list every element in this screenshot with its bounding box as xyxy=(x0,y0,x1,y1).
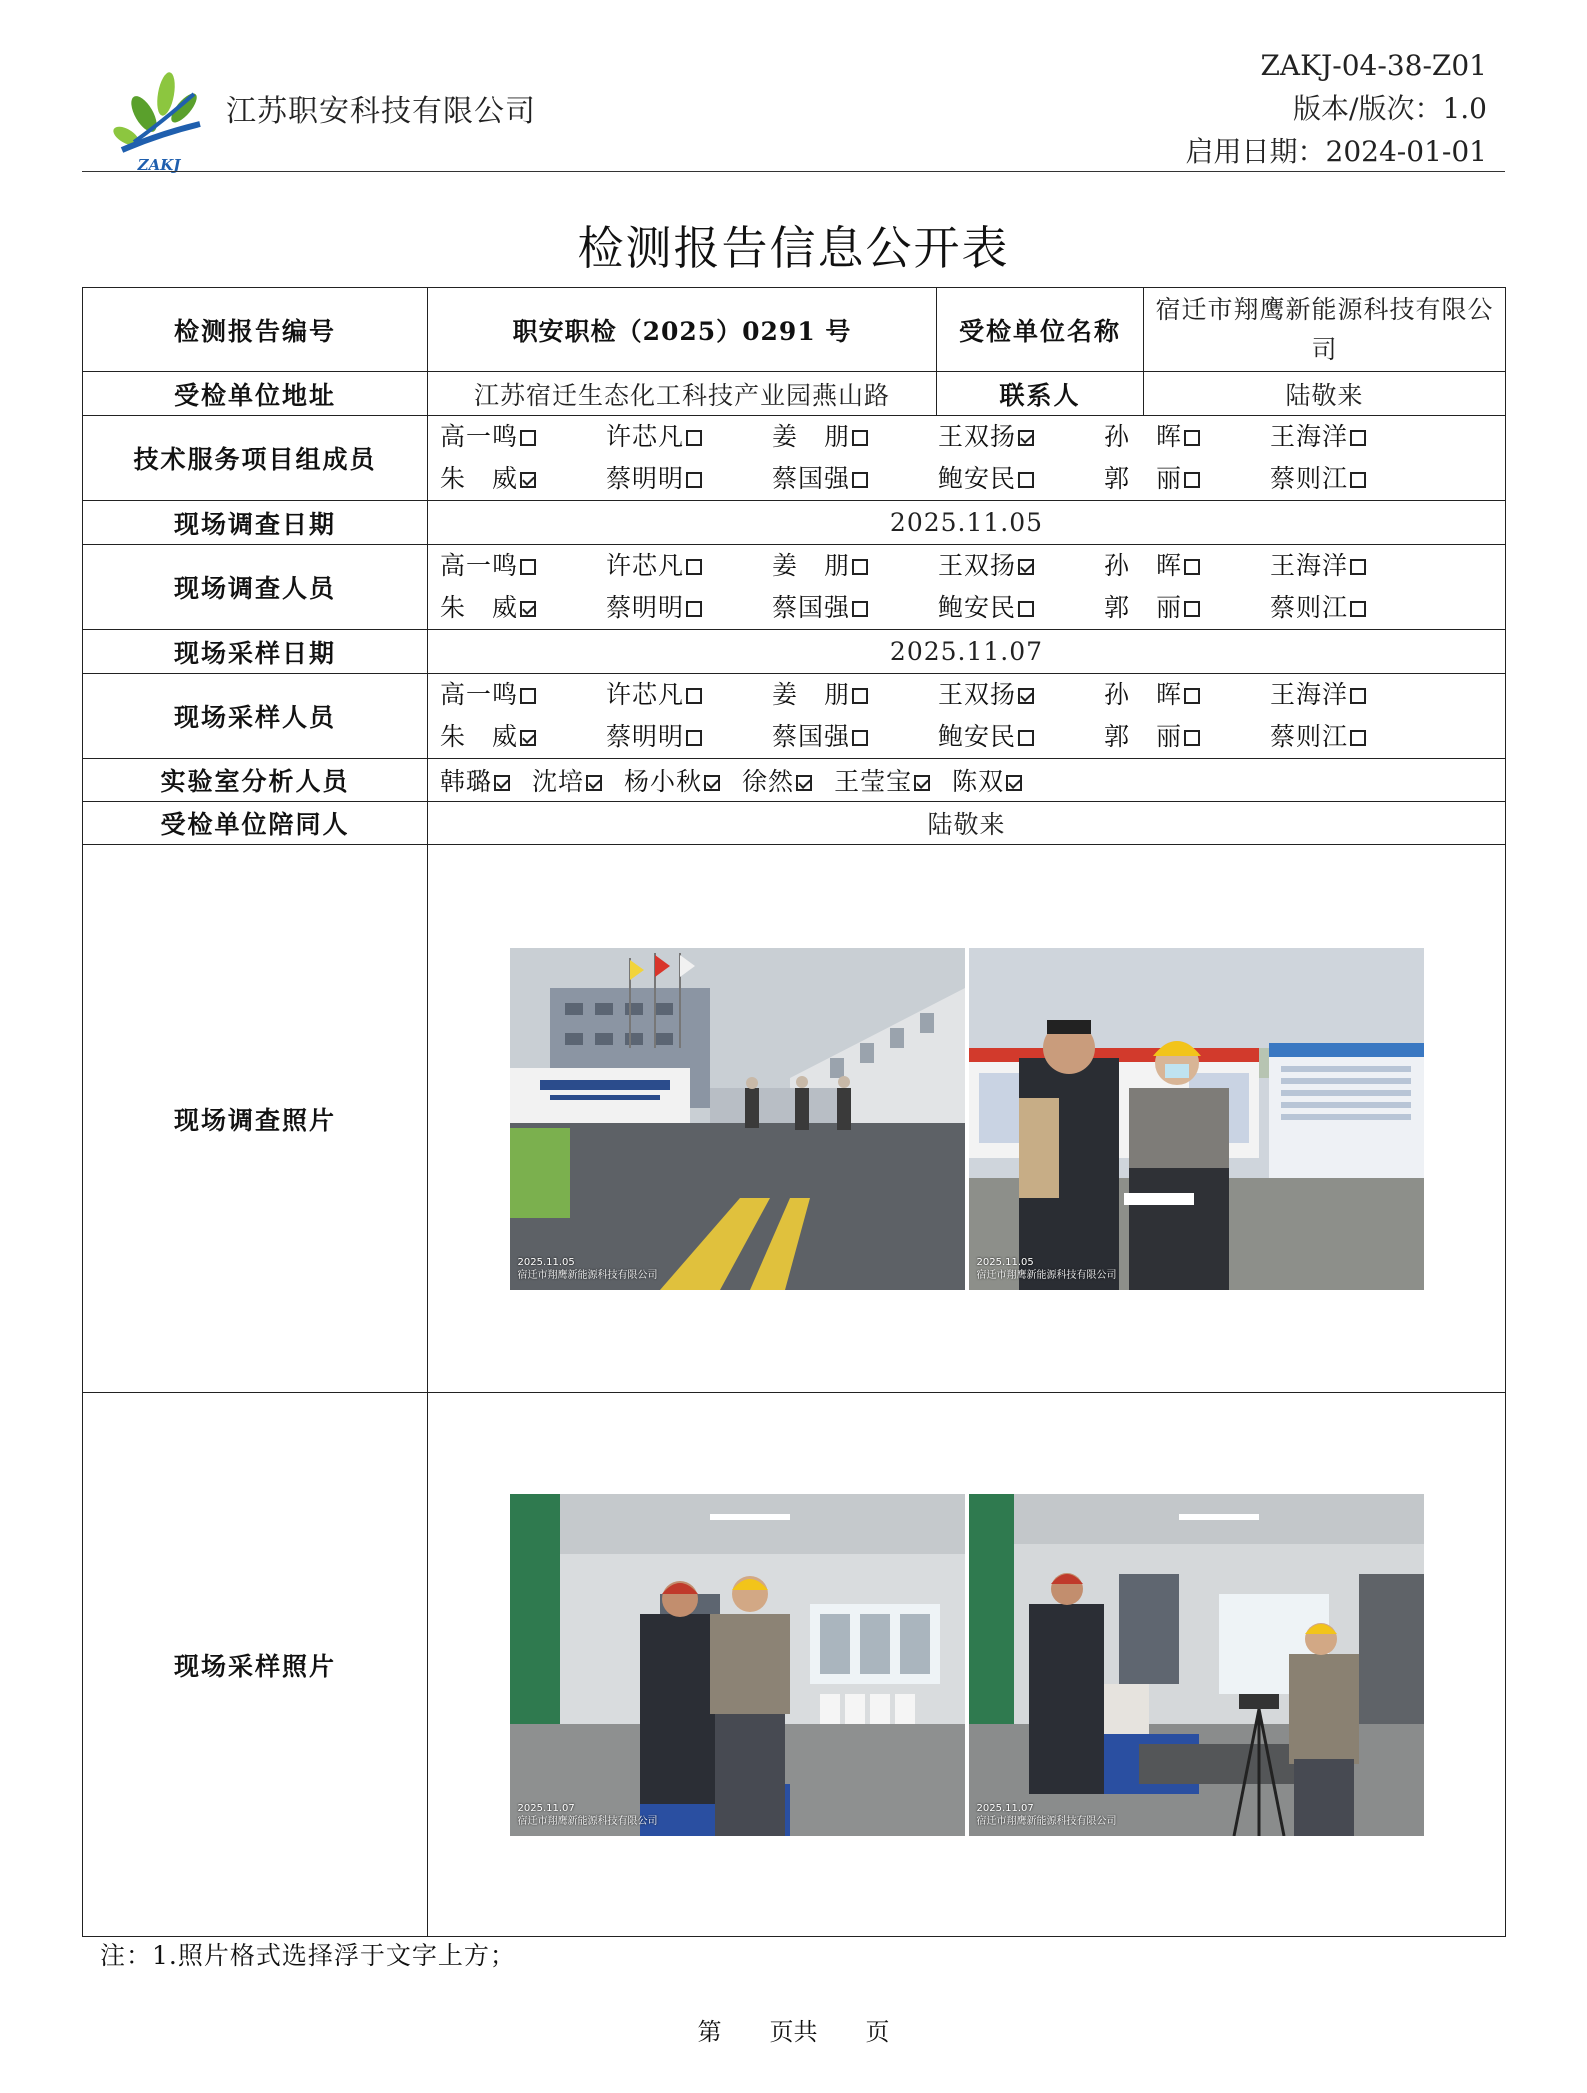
staff-entry xyxy=(772,545,938,587)
staff-name: 许芯凡 xyxy=(606,422,685,451)
team-grid xyxy=(428,416,1505,500)
unchecked-checkbox[interactable] xyxy=(1350,472,1366,488)
unchecked-checkbox[interactable] xyxy=(1184,472,1200,488)
staff-name: 姜 朋 xyxy=(772,551,851,580)
staff-name: 杨小秋 xyxy=(624,767,703,796)
unchecked-checkbox[interactable] xyxy=(852,472,868,488)
row-survey-date xyxy=(83,501,1506,545)
staff-name: 王双扬 xyxy=(938,551,1017,580)
staff-name: 王海洋 xyxy=(1270,680,1349,709)
unchecked-checkbox[interactable] xyxy=(1018,472,1034,488)
checked-checkbox[interactable] xyxy=(704,775,720,791)
row-sampling-photos xyxy=(83,1393,1506,1937)
unchecked-checkbox[interactable] xyxy=(1184,601,1200,617)
header-divider xyxy=(82,171,1505,172)
staff-name: 蔡明明 xyxy=(606,464,685,493)
staff-entry xyxy=(1270,545,1436,587)
staff-entry xyxy=(938,545,1104,587)
staff-name: 高一鸣 xyxy=(440,422,519,451)
staff-entry xyxy=(606,458,772,500)
staff-name: 郭 丽 xyxy=(1104,593,1183,622)
row-lab-staff xyxy=(83,759,1506,802)
staff-entry xyxy=(772,416,938,458)
value-survey-date: 2025.11.05 xyxy=(428,501,1506,545)
staff-name: 王海洋 xyxy=(1270,551,1349,580)
company-logo xyxy=(104,64,214,174)
lab-staff-list xyxy=(428,762,1505,798)
row-team xyxy=(83,416,1506,501)
staff-entry xyxy=(772,716,938,758)
staff-name: 蔡国强 xyxy=(772,464,851,493)
unchecked-checkbox[interactable] xyxy=(1184,559,1200,575)
unchecked-checkbox[interactable] xyxy=(1184,430,1200,446)
unchecked-checkbox[interactable] xyxy=(520,559,536,575)
label-sampling-staff: 现场采样人员 xyxy=(83,674,428,759)
label-unit-name: 受检单位名称 xyxy=(937,288,1144,372)
staff-entry xyxy=(606,587,772,629)
staff-name: 王双扬 xyxy=(938,680,1017,709)
staff-name: 孙 晖 xyxy=(1104,551,1183,580)
value-sampling-date: 2025.11.07 xyxy=(428,630,1506,674)
staff-entry xyxy=(1104,416,1270,458)
staff-name: 蔡明明 xyxy=(606,722,685,751)
staff-entry xyxy=(1270,716,1436,758)
sampling-photo-workshop-1 xyxy=(510,1494,965,1836)
staff-name: 鲍安民 xyxy=(938,464,1017,493)
doc-meta xyxy=(1186,44,1487,173)
staff-entry xyxy=(440,458,606,500)
label-survey-photos: 现场调查照片 xyxy=(83,845,428,1393)
unchecked-checkbox[interactable] xyxy=(1018,601,1034,617)
staff-entry xyxy=(1270,416,1436,458)
staff-entry xyxy=(1270,587,1436,629)
staff-entry xyxy=(1104,587,1270,629)
survey-staff xyxy=(428,545,1506,630)
label-team: 技术服务项目组成员 xyxy=(83,416,428,501)
staff-name: 徐然 xyxy=(742,767,795,796)
doc-effective-date: 启用日期：2024-01-01 xyxy=(1185,135,1487,168)
unchecked-checkbox[interactable] xyxy=(852,601,868,617)
staff-name: 高一鸣 xyxy=(440,680,519,709)
staff-entry xyxy=(1104,674,1270,716)
staff-entry xyxy=(772,674,938,716)
label-contact: 联系人 xyxy=(937,372,1144,416)
doc-code: ZAKJ-04-38-Z01 xyxy=(1260,49,1487,82)
row-sampling-date xyxy=(83,630,1506,674)
staff-name: 陈双 xyxy=(952,767,1005,796)
lab-staff-entry xyxy=(742,767,812,796)
staff-entry xyxy=(440,416,606,458)
staff-name: 孙 晖 xyxy=(1104,422,1183,451)
label-survey-date: 现场调查日期 xyxy=(83,501,428,545)
unchecked-checkbox[interactable] xyxy=(852,730,868,746)
footnote: 注：1.照片格式选择浮于文字上方； xyxy=(100,1941,516,1970)
staff-entry xyxy=(1270,674,1436,716)
staff-entry xyxy=(606,674,772,716)
survey-staff-grid xyxy=(428,545,1505,629)
staff-name: 郭 丽 xyxy=(1104,464,1183,493)
staff-name: 高一鸣 xyxy=(440,551,519,580)
row-survey-photos xyxy=(83,845,1506,1393)
staff-entry xyxy=(938,716,1104,758)
unchecked-checkbox[interactable] xyxy=(1350,430,1366,446)
staff-entry xyxy=(938,674,1104,716)
value-report-no: 职安职检（2025）0291 号 xyxy=(428,288,937,372)
staff-entry xyxy=(606,716,772,758)
label-report-no: 检测报告编号 xyxy=(83,288,428,372)
staff-entry xyxy=(772,458,938,500)
staff-entry xyxy=(1104,716,1270,758)
label-escort: 受检单位陪同人 xyxy=(83,802,428,845)
checked-checkbox[interactable] xyxy=(914,775,930,791)
staff-entry xyxy=(440,674,606,716)
checked-checkbox[interactable] xyxy=(796,775,812,791)
staff-name: 蔡国强 xyxy=(772,722,851,751)
label-lab-staff: 实验室分析人员 xyxy=(83,759,428,802)
staff-name: 鲍安民 xyxy=(938,593,1017,622)
photo-stamp: 2025.11.05 宿迁市翔鹰新能源科技有限公司 xyxy=(976,1256,1117,1281)
label-sampling-photos: 现场采样照片 xyxy=(83,1393,428,1937)
row-report-no xyxy=(83,288,1506,372)
staff-entry xyxy=(938,416,1104,458)
staff-name: 郭 丽 xyxy=(1104,722,1183,751)
row-escort xyxy=(83,802,1506,845)
unchecked-checkbox[interactable] xyxy=(686,730,702,746)
unchecked-checkbox[interactable] xyxy=(1350,601,1366,617)
value-escort: 陆敬来 xyxy=(428,802,1506,845)
checked-checkbox[interactable] xyxy=(520,601,536,617)
info-table xyxy=(82,287,1506,1937)
unchecked-checkbox[interactable] xyxy=(686,430,702,446)
staff-name: 许芯凡 xyxy=(606,680,685,709)
doc-version: 版本/版次：1.0 xyxy=(1293,92,1487,125)
staff-name: 蔡国强 xyxy=(772,593,851,622)
unchecked-checkbox[interactable] xyxy=(1350,559,1366,575)
value-address: 江苏宿迁生态化工科技产业园燕山路 xyxy=(428,372,937,416)
staff-name: 蔡则江 xyxy=(1270,464,1349,493)
row-survey-staff xyxy=(83,545,1506,630)
unchecked-checkbox[interactable] xyxy=(1184,730,1200,746)
checked-checkbox[interactable] xyxy=(1018,559,1034,575)
lab-staff-entry xyxy=(834,767,930,796)
staff-name: 蔡明明 xyxy=(606,593,685,622)
staff-name: 王双扬 xyxy=(938,422,1017,451)
unchecked-checkbox[interactable] xyxy=(1184,688,1200,704)
unchecked-checkbox[interactable] xyxy=(686,601,702,617)
lab-staff-entry xyxy=(952,767,1022,796)
value-unit-name: 宿迁市翔鹰新能源科技有限公司 xyxy=(1144,288,1506,372)
lab-staff-entry xyxy=(624,767,720,796)
staff-name: 朱 威 xyxy=(440,593,519,622)
sampling-staff-grid xyxy=(428,674,1505,758)
staff-name: 孙 晖 xyxy=(1104,680,1183,709)
checked-checkbox[interactable] xyxy=(1018,430,1034,446)
unchecked-checkbox[interactable] xyxy=(1018,730,1034,746)
unchecked-checkbox[interactable] xyxy=(1350,730,1366,746)
staff-name: 韩璐 xyxy=(440,767,493,796)
sampling-photo-workshop-2 xyxy=(969,1494,1424,1836)
lab-staff-entry xyxy=(532,767,602,796)
company-name: 江苏职安科技有限公司 xyxy=(226,94,536,129)
lab-staff xyxy=(428,759,1506,802)
checked-checkbox[interactable] xyxy=(1018,688,1034,704)
staff-name: 许芯凡 xyxy=(606,551,685,580)
staff-name: 鲍安民 xyxy=(938,722,1017,751)
row-address xyxy=(83,372,1506,416)
page-number: 第 页共 页 xyxy=(697,2018,890,2046)
staff-entry xyxy=(606,545,772,587)
logo-text: ZAKJ xyxy=(137,156,181,174)
sampling-staff xyxy=(428,674,1506,759)
lab-staff-entry xyxy=(440,767,510,796)
staff-name: 朱 威 xyxy=(440,464,519,493)
page-title: 检测报告信息公开表 xyxy=(577,221,1010,275)
team-members xyxy=(428,416,1506,501)
sampling-photos xyxy=(428,1393,1506,1937)
photo-stamp: 2025.11.07 宿迁市翔鹰新能源科技有限公司 xyxy=(976,1802,1117,1827)
staff-name: 蔡则江 xyxy=(1270,722,1349,751)
label-address: 受检单位地址 xyxy=(83,372,428,416)
checked-checkbox[interactable] xyxy=(1006,775,1022,791)
staff-entry xyxy=(938,458,1104,500)
checked-checkbox[interactable] xyxy=(494,775,510,791)
survey-photo-interview xyxy=(969,948,1424,1290)
staff-name: 沈培 xyxy=(532,767,585,796)
unchecked-checkbox[interactable] xyxy=(1350,688,1366,704)
staff-entry xyxy=(440,587,606,629)
survey-photo-gate xyxy=(510,948,965,1290)
unchecked-checkbox[interactable] xyxy=(852,559,868,575)
unchecked-checkbox[interactable] xyxy=(686,688,702,704)
survey-photos xyxy=(428,845,1506,1393)
photo-stamp: 2025.11.07 宿迁市翔鹰新能源科技有限公司 xyxy=(517,1802,658,1827)
staff-name: 王海洋 xyxy=(1270,422,1349,451)
checked-checkbox[interactable] xyxy=(520,472,536,488)
staff-entry xyxy=(938,587,1104,629)
unchecked-checkbox[interactable] xyxy=(852,688,868,704)
staff-entry xyxy=(1104,458,1270,500)
photo-stamp: 2025.11.05 宿迁市翔鹰新能源科技有限公司 xyxy=(517,1256,658,1281)
staff-name: 姜 朋 xyxy=(772,680,851,709)
checked-checkbox[interactable] xyxy=(586,775,602,791)
staff-entry xyxy=(440,545,606,587)
checked-checkbox[interactable] xyxy=(520,730,536,746)
staff-name: 王莹宝 xyxy=(834,767,913,796)
staff-entry xyxy=(440,716,606,758)
staff-entry xyxy=(1270,458,1436,500)
staff-entry xyxy=(1104,545,1270,587)
unchecked-checkbox[interactable] xyxy=(686,472,702,488)
unchecked-checkbox[interactable] xyxy=(686,559,702,575)
unchecked-checkbox[interactable] xyxy=(520,688,536,704)
staff-name: 姜 朋 xyxy=(772,422,851,451)
unchecked-checkbox[interactable] xyxy=(852,430,868,446)
unchecked-checkbox[interactable] xyxy=(520,430,536,446)
staff-entry xyxy=(606,416,772,458)
value-contact: 陆敬来 xyxy=(1144,372,1506,416)
staff-entry xyxy=(772,587,938,629)
row-sampling-staff xyxy=(83,674,1506,759)
staff-name: 朱 威 xyxy=(440,722,519,751)
staff-name: 蔡则江 xyxy=(1270,593,1349,622)
label-sampling-date: 现场采样日期 xyxy=(83,630,428,674)
label-survey-staff: 现场调查人员 xyxy=(83,545,428,630)
